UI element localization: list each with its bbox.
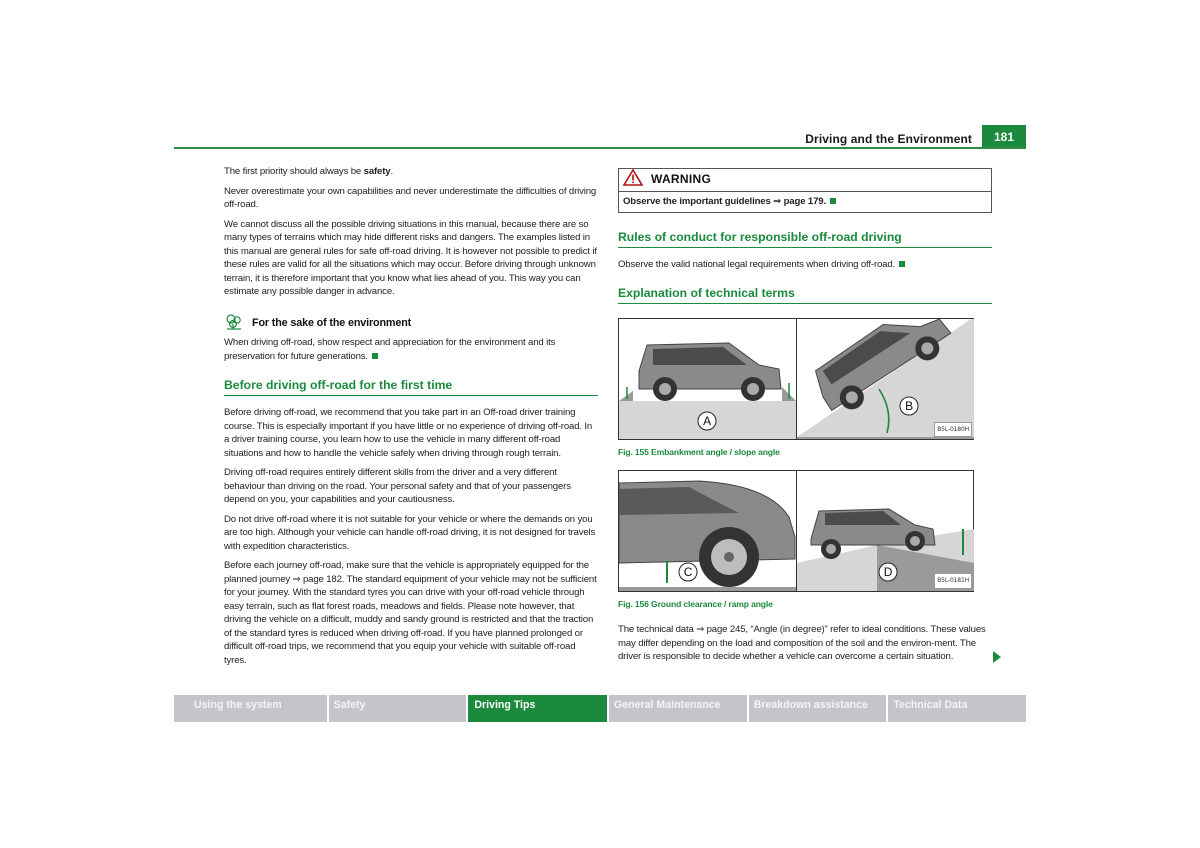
chapter-tabs xyxy=(174,695,1026,722)
page-number: 181 xyxy=(993,130,1015,144)
paragraph-equipment: Before each journey off-road, make sure that the vehicle is appropriately equipped for the planned journey ⇒ page 182. The standard equipment of your vehicle may not be sufficient for your journey. With the standard tyres you can drive with your off-road vehicle through easy terrain, such as flat forest roads, meadows and fields. Please note however, that driving the vehicle on a difficult, muddy and sandy ground is restricted and that the traction of the standard tyres is reduced when driving off-road. If you have planned prolonged or difficult off-road trips, we recommend that you equip your vehicle with suitable off-road tyres. xyxy=(224,560,597,666)
paragraph-safety: The first priority should always be safety. xyxy=(224,166,393,177)
figure-pane-clearance xyxy=(619,471,797,591)
figure-embankment-slope xyxy=(618,318,974,440)
tab-driving-tips[interactable]: Driving Tips xyxy=(468,695,607,722)
warning-triangle-icon xyxy=(623,169,643,191)
left-column xyxy=(224,165,598,673)
figure-code: B5L-0180H xyxy=(934,422,972,438)
section-heading-rules: Rules of conduct for responsible off-road driving xyxy=(618,229,992,248)
tab-general-maintenance[interactable]: General Maintenance xyxy=(609,695,747,722)
right-column xyxy=(618,168,992,670)
figure-code: B5L-0181H xyxy=(934,573,972,589)
paragraph-training: Before driving off-road, we recommend that you take part in an Off-road driver training course. This is especially important if you have little or no experience of driving off-road. In a driver training course, you learn how to use the vehicle in many different off-road situations and how to handle the vehicle safely when driving through rough terrain. xyxy=(224,407,593,459)
figure-label-d: D xyxy=(883,564,893,579)
warning-box xyxy=(618,168,992,213)
page-number-badge xyxy=(982,125,1026,149)
figure-pane-embankment xyxy=(619,319,797,439)
paragraph-capabilities: Never overestimate your own capabilities and never underestimate the difficulties of driving off-road. xyxy=(224,185,597,210)
section-heading-terms: Explanation of technical terms xyxy=(618,285,992,304)
figure-clearance-ramp xyxy=(618,470,974,592)
tab-using-the-system[interactable]: Using the system xyxy=(174,695,327,722)
paragraph-situations: We cannot discuss all the possible driving situations in this manual, because there are so many types of terrains which may hide different risks and dangers. The examples listed in this manual are general rules for safe off-road driving. It is however not possible to predict if these rules are valid for all the situations which may occur. Before driving through unknown terrain, it is therefore important that you know what lies ahead of you. This way you can estimate any possible danger in advance. xyxy=(224,218,597,297)
figure-label-c: C xyxy=(683,564,693,579)
figure-pane-slope xyxy=(797,319,974,439)
section-heading-before-offroad: Before driving off-road for the first time xyxy=(224,377,598,396)
warning-text: Observe the important guidelines ⇒ page 179. xyxy=(619,192,991,212)
paragraph-skills: Driving off-road requires entirely different skills from the driver and a very different behaviour than driving on the road. Your personal safety and that of your passengers depend on you, your capabilities and your cautiousness. xyxy=(224,467,571,505)
tab-safety[interactable]: Safety xyxy=(329,695,467,722)
paragraph-suitability: Do not drive off-road where it is not suitable for your vehicle or where the demands on you are too high. Although your vehicle can handle off-road driving, it is not designed for travels with expedition characteristics. xyxy=(224,513,596,552)
continue-arrow-icon xyxy=(993,651,1001,663)
section-end-marker xyxy=(372,353,378,359)
tab-breakdown-assistance[interactable]: Breakdown assistance xyxy=(749,695,887,722)
figure-pane-ramp xyxy=(797,471,974,591)
environment-icon xyxy=(224,313,244,336)
figure-label-a: A xyxy=(703,414,711,428)
tab-technical-data[interactable]: Technical Data xyxy=(888,695,1026,722)
figure-label-b: B xyxy=(905,399,913,413)
figure-caption-156: Fig. 156 Ground clearance / ramp angle xyxy=(618,598,773,609)
rules-text: Observe the valid national legal requirements when driving off-road. xyxy=(618,258,992,272)
warning-title: WARNING xyxy=(651,172,712,187)
environment-heading: For the sake of the environment xyxy=(224,313,598,336)
chapter-title: Driving and the Environment xyxy=(805,132,972,146)
figure-caption-155: Fig. 155 Embankment angle / slope angle xyxy=(618,447,780,457)
environment-text: When driving off-road, show respect and appreciation for the environment and its preservation for future generations. xyxy=(224,337,556,362)
header-rule xyxy=(174,147,1026,149)
technical-data-text: The technical data ⇒ page 245, “Angle (in degree)” refer to ideal conditions. These values may differ depending on the load and composition of the soil and the environ-ment. The driver is responsible to decide whether a vehicle can overcome a certain situation. xyxy=(618,624,986,662)
